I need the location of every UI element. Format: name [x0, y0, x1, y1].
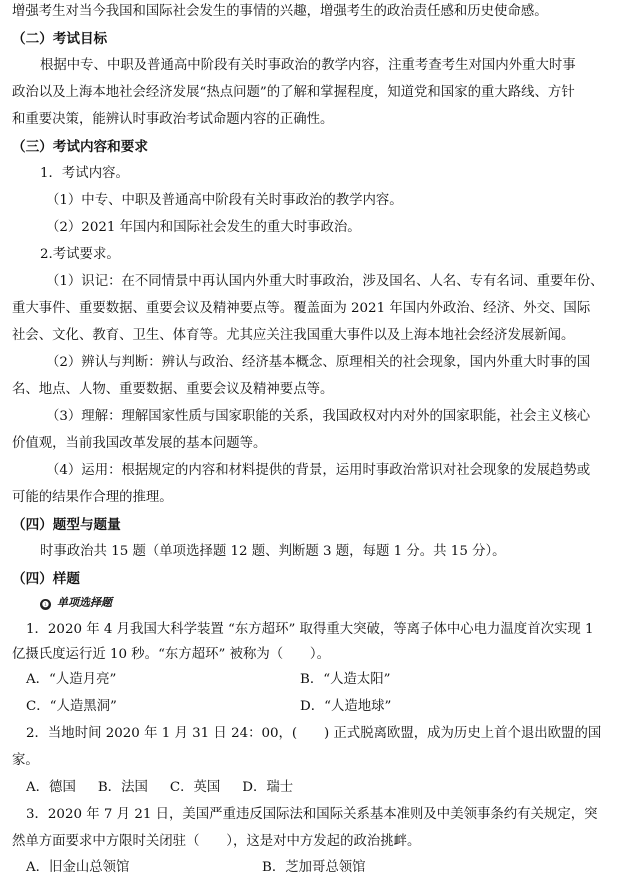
paragraph-line: （3）理解：理解国家性质与国家职能的关系，我国政权对内对外的国家职能，社会主义核心	[46, 409, 591, 424]
paragraph-line: 时事政治共 15 题（单项选择题 12 题、判断题 3 题，每题 1 分。共 15 分）。	[40, 544, 506, 559]
paragraph-line: 名、地点、人物、重要数据、重要会议及精神要点等。	[12, 382, 334, 397]
option-a: A．“人造月亮”	[26, 672, 117, 687]
question-line: 亿摄氏度运行近 10 秒。“东方超环” 被称为（ ）。	[12, 647, 331, 662]
paragraph-line: 可能的结果作合理的推理。	[12, 490, 173, 505]
paragraph-line: 社会、文化、教育、卫生、体育等。尤其应关注我国重大事件以及上海本地社会经济发展新闻。	[12, 328, 575, 343]
section-heading-sample-questions: （四）样题	[12, 571, 80, 587]
question-line: 2．当地时间 2020 年 1 月 31 日 24：00，( ) 正式脱离欧盟，成为历史上首个退出欧盟的国	[26, 726, 602, 741]
question-type-badge	[40, 593, 632, 613]
paragraph-line: 和重要决策，能辨认时事政治考试命题内容的正确性。	[12, 112, 334, 127]
paragraph-line: 政治以及上海本地社会经济发展“热点问题”的了解和掌握程度，知道党和国家的重大路线、方针	[12, 85, 575, 100]
paragraph-line: 根据中专、中职及普通高中阶段有关时事政治的教学内容，注重考查考生对国内外重大时事	[40, 58, 576, 73]
section-heading-exam-goals: （二）考试目标	[12, 31, 108, 47]
paragraph-line: （1）识记：在不同情景中再认国内外重大时事政治，涉及国名、人名、专有名词、重要年份、	[46, 274, 604, 289]
option-a: A．德国	[26, 780, 76, 795]
option-d: D．“人造地球”	[300, 699, 392, 714]
paragraph-line: 价值观，当前我国改革发展的基本问题等。	[12, 436, 267, 451]
subheading-exam-requirements: 2.考试要求。	[40, 247, 120, 262]
list-item: （1）中专、中职及普通高中阶段有关时事政治的教学内容。	[46, 193, 403, 208]
list-item: （2）2021 年国内和国际社会发生的重大时事政治。	[46, 220, 361, 235]
option-d: D．瑞士	[242, 780, 294, 795]
question-line: 1．2020 年 4 月我国大科学装置 “东方超环” 取得重大突破，等离子体中心电力温度首次实现 1	[26, 622, 594, 637]
option-b: B．法国	[97, 780, 148, 795]
option-b: B．芝加哥总领馆	[262, 860, 366, 875]
intro-tail-text: 增强考生对当今我国和国际社会发生的事情的兴趣，增强考生的政治责任感和历史使命感。	[12, 4, 548, 19]
question-line: 3．2020 年 7 月 21 日，美国严重违反国际法和国际关系基本准则及中美领事条约有关规定，突	[26, 807, 598, 822]
option-b: B．“人造太阳”	[300, 672, 391, 687]
question-line: 然单方面要求中方限时关闭驻（ ），这是对中方发起的政治挑衅。	[12, 834, 421, 849]
section-heading-content-requirements: （三）考试内容和要求	[12, 139, 148, 155]
paragraph-line: （2）辨认与判断：辨认与政治、经济基本概念、原理相关的社会现象，国内外重大时事的国	[46, 355, 591, 370]
option-c: C．英国	[169, 780, 221, 795]
options-row	[26, 778, 315, 798]
subheading-exam-content: 1．考试内容。	[40, 166, 129, 181]
option-c: C．“人造黑洞”	[26, 699, 117, 714]
question-type-label: 单项选择题	[57, 596, 112, 609]
section-heading-question-types: （四）题型与题量	[12, 517, 121, 533]
question-line: 家。	[12, 753, 39, 768]
paragraph-line: （4）运用：根据规定的内容和材料提供的背景，运用时事政治常识对社会现象的发展趋势或	[46, 463, 591, 478]
number-one-icon: ❶	[41, 599, 50, 609]
option-a: A．旧金山总领馆	[26, 860, 130, 875]
paragraph-line: 重大事件、重要数据、重要会议及精神要点等。覆盖面为 2021 年国内外政治、经济、外交、国际	[12, 301, 591, 316]
